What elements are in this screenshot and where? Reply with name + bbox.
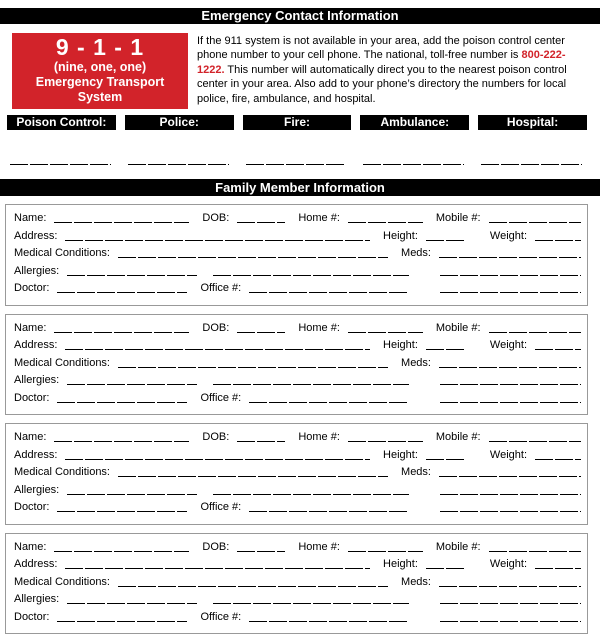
fire-blank-line	[246, 160, 347, 165]
name-blank-line	[54, 218, 189, 223]
meds-extra-blank-line-1	[440, 380, 581, 385]
home-phone-blank-line	[348, 547, 423, 552]
address-blank-line	[65, 455, 370, 460]
meds-extra-blank-line-2	[440, 507, 581, 512]
meds-extra-blank-line-2	[440, 288, 581, 293]
office-phone-label: Office #:	[200, 499, 241, 517]
home-phone-label: Home #:	[298, 539, 340, 557]
office-phone-blank-line	[249, 617, 409, 622]
member-row-doctor	[14, 499, 581, 517]
intro-paragraph	[197, 33, 592, 109]
911-number: 9 - 1 - 1	[14, 35, 186, 60]
contact-label-police: Police:	[125, 115, 234, 130]
mobile-phone-label: Mobile #:	[436, 210, 481, 228]
height-label: Height:	[383, 556, 418, 574]
allergies-blank-line	[67, 271, 197, 276]
height-blank-line	[426, 564, 464, 569]
address-label: Address:	[14, 447, 57, 465]
meds-label: Meds:	[401, 464, 431, 482]
office-phone-label: Office #:	[200, 609, 241, 627]
family-member-block	[5, 204, 588, 306]
home-phone-blank-line	[348, 437, 423, 442]
address-label: Address:	[14, 228, 57, 246]
doctor-label: Doctor:	[14, 280, 49, 298]
doctor-blank-line	[57, 288, 187, 293]
address-blank-line	[65, 236, 370, 241]
weight-blank-line	[535, 455, 581, 460]
member-row-address	[14, 447, 581, 465]
address-label: Address:	[14, 556, 57, 574]
weight-blank-line	[535, 236, 581, 241]
allergies-label: Allergies:	[14, 482, 59, 500]
dob-label: DOB:	[202, 539, 229, 557]
weight-label: Weight:	[490, 337, 527, 355]
contact-label-hospital: Hospital:	[478, 115, 587, 130]
address-blank-line	[65, 564, 370, 569]
hospital-blank-line	[481, 160, 582, 165]
mobile-phone-label: Mobile #:	[436, 320, 481, 338]
mobile-phone-blank-line	[489, 218, 581, 223]
mobile-phone-blank-line	[489, 328, 581, 333]
allergies-blank-line	[67, 599, 197, 604]
dob-blank-line	[237, 547, 285, 552]
contact-police	[125, 115, 234, 165]
height-blank-line	[426, 345, 464, 350]
height-label: Height:	[383, 337, 418, 355]
member-row-address	[14, 337, 581, 355]
member-row-doctor	[14, 609, 581, 627]
meds-blank-line	[439, 253, 581, 258]
contact-label-poison-control: Poison Control:	[7, 115, 116, 130]
allergies-extra-blank-line	[213, 490, 409, 495]
doctor-blank-line	[57, 507, 187, 512]
member-row-medical	[14, 355, 581, 373]
allergies-blank-line	[67, 380, 197, 385]
allergies-extra-blank-line	[213, 599, 409, 604]
contact-ambulance	[360, 115, 469, 165]
height-blank-line	[426, 236, 464, 241]
ambulance-blank-line	[363, 160, 464, 165]
meds-label: Meds:	[401, 245, 431, 263]
poison-control-phone-number: 800-222-1222.	[197, 49, 566, 75]
allergies-label: Allergies:	[14, 372, 59, 390]
office-phone-label: Office #:	[200, 280, 241, 298]
doctor-label: Doctor:	[14, 609, 49, 627]
name-blank-line	[54, 437, 189, 442]
medical-conditions-blank-line	[118, 363, 388, 368]
medical-conditions-blank-line	[118, 253, 388, 258]
name-blank-line	[54, 328, 189, 333]
mobile-phone-label: Mobile #:	[436, 539, 481, 557]
contact-fire	[243, 115, 352, 165]
poison-control-blank-line	[10, 160, 111, 165]
member-row-name	[14, 320, 581, 338]
intro-section	[12, 33, 592, 109]
height-label: Height:	[383, 228, 418, 246]
911-words: (nine, one, one)	[14, 60, 186, 75]
dob-blank-line	[237, 218, 285, 223]
member-row-name	[14, 429, 581, 447]
meds-extra-blank-line-2	[440, 398, 581, 403]
meds-blank-line	[439, 363, 581, 368]
medical-conditions-label: Medical Conditions:	[14, 245, 110, 263]
meds-extra-blank-line-1	[440, 599, 581, 604]
member-row-medical	[14, 574, 581, 592]
section-header-family-member: Family Member Information	[0, 179, 600, 196]
meds-blank-line	[439, 582, 581, 587]
dob-blank-line	[237, 437, 285, 442]
mobile-phone-blank-line	[489, 437, 581, 442]
name-label: Name:	[14, 210, 46, 228]
meds-extra-blank-line-1	[440, 490, 581, 495]
name-label: Name:	[14, 429, 46, 447]
name-label: Name:	[14, 320, 46, 338]
member-row-medical	[14, 464, 581, 482]
member-row-address	[14, 556, 581, 574]
doctor-blank-line	[57, 617, 187, 622]
member-row-name	[14, 539, 581, 557]
member-row-allergies	[14, 372, 581, 390]
911-badge	[12, 33, 188, 109]
emergency-contacts-row	[7, 115, 587, 165]
contact-label-ambulance: Ambulance:	[360, 115, 469, 130]
family-member-block	[5, 533, 588, 634]
intro-text-after: This number will automatically direct you to the nearest poison control center in your area. Also add to your phone’s directory the numbers for local police, fire, ambulance, and hospital.	[197, 64, 567, 105]
section-header-emergency-contact: Emergency Contact Information	[0, 8, 600, 24]
home-phone-label: Home #:	[298, 320, 340, 338]
allergies-blank-line	[67, 490, 197, 495]
weight-blank-line	[535, 564, 581, 569]
meds-extra-blank-line-1	[440, 271, 581, 276]
weight-blank-line	[535, 345, 581, 350]
family-members-list	[0, 204, 600, 634]
allergies-extra-blank-line	[213, 380, 409, 385]
contact-poison-control	[7, 115, 116, 165]
member-row-name	[14, 210, 581, 228]
member-row-allergies	[14, 591, 581, 609]
home-phone-blank-line	[348, 218, 423, 223]
meds-label: Meds:	[401, 574, 431, 592]
allergies-extra-blank-line	[213, 271, 409, 276]
address-label: Address:	[14, 337, 57, 355]
dob-blank-line	[237, 328, 285, 333]
address-blank-line	[65, 345, 370, 350]
intro-text-before: If the 911 system is not available in your area, add the poison control center phone number to your cell phone. The national, toll-free number is	[197, 35, 565, 61]
member-row-medical	[14, 245, 581, 263]
mobile-phone-label: Mobile #:	[436, 429, 481, 447]
medical-conditions-blank-line	[118, 582, 388, 587]
mobile-phone-blank-line	[489, 547, 581, 552]
member-row-allergies	[14, 482, 581, 500]
emergency-form-page	[0, 8, 600, 634]
name-label: Name:	[14, 539, 46, 557]
dob-label: DOB:	[202, 210, 229, 228]
weight-label: Weight:	[490, 556, 527, 574]
home-phone-label: Home #:	[298, 210, 340, 228]
family-member-block	[5, 423, 588, 525]
weight-label: Weight:	[490, 228, 527, 246]
doctor-label: Doctor:	[14, 499, 49, 517]
medical-conditions-blank-line	[118, 472, 388, 477]
contact-hospital	[478, 115, 587, 165]
member-row-doctor	[14, 390, 581, 408]
meds-blank-line	[439, 472, 581, 477]
911-subtitle: Emergency Transport System	[14, 75, 186, 105]
name-blank-line	[54, 547, 189, 552]
office-phone-blank-line	[249, 507, 409, 512]
medical-conditions-label: Medical Conditions:	[14, 574, 110, 592]
doctor-blank-line	[57, 398, 187, 403]
medical-conditions-label: Medical Conditions:	[14, 355, 110, 373]
doctor-label: Doctor:	[14, 390, 49, 408]
medical-conditions-label: Medical Conditions:	[14, 464, 110, 482]
home-phone-label: Home #:	[298, 429, 340, 447]
home-phone-blank-line	[348, 328, 423, 333]
allergies-label: Allergies:	[14, 591, 59, 609]
meds-extra-blank-line-2	[440, 617, 581, 622]
contact-label-fire: Fire:	[243, 115, 352, 130]
height-label: Height:	[383, 447, 418, 465]
meds-label: Meds:	[401, 355, 431, 373]
height-blank-line	[426, 455, 464, 460]
allergies-label: Allergies:	[14, 263, 59, 281]
dob-label: DOB:	[202, 320, 229, 338]
weight-label: Weight:	[490, 447, 527, 465]
member-row-allergies	[14, 263, 581, 281]
office-phone-blank-line	[249, 288, 409, 293]
dob-label: DOB:	[202, 429, 229, 447]
police-blank-line	[128, 160, 229, 165]
member-row-doctor	[14, 280, 581, 298]
office-phone-label: Office #:	[200, 390, 241, 408]
member-row-address	[14, 228, 581, 246]
office-phone-blank-line	[249, 398, 409, 403]
family-member-block	[5, 314, 588, 416]
